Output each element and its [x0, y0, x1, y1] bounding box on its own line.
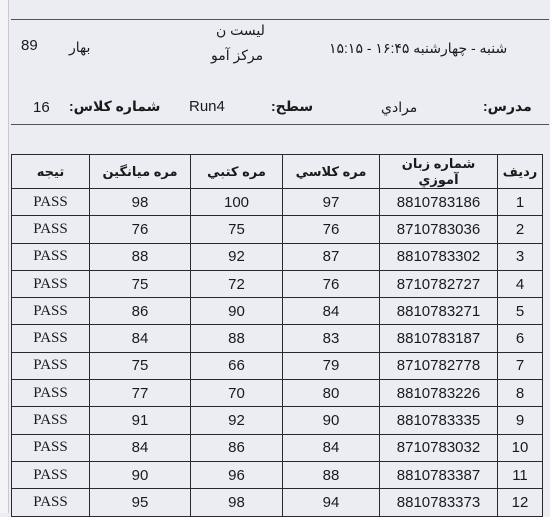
list-title: لیست ن — [216, 22, 265, 38]
table-row — [12, 461, 543, 488]
table-row — [12, 298, 543, 325]
center-name: مرکز آمو — [211, 47, 264, 63]
column-header-result: تیجه — [12, 155, 90, 189]
student-id-cell: 8810783186 — [380, 189, 498, 216]
average-score-cell: 84 — [90, 434, 191, 461]
average-score-cell: 75 — [90, 352, 191, 379]
column-header-average: مره میانگین — [90, 155, 191, 189]
class-score-cell: 80 — [283, 380, 380, 407]
average-score-cell: 95 — [90, 489, 191, 516]
average-score-cell: 77 — [90, 380, 191, 407]
written-score-cell: 98 — [191, 489, 283, 516]
result-cell: PASS — [12, 489, 90, 516]
class-score-cell: 87 — [283, 243, 380, 270]
student-id-cell: 8710782727 — [380, 270, 498, 297]
result-cell: PASS — [12, 298, 90, 325]
average-score-cell: 91 — [90, 407, 191, 434]
table-row — [12, 489, 543, 516]
grades-table — [11, 154, 543, 517]
class-score-cell: 76 — [283, 270, 380, 297]
class-score-cell: 94 — [283, 489, 380, 516]
average-score-cell: 84 — [90, 325, 191, 352]
level-label: سطح: — [271, 98, 314, 114]
result-cell: PASS — [12, 380, 90, 407]
table-row — [12, 243, 543, 270]
class-info-header — [11, 19, 549, 125]
written-score-cell: 90 — [191, 298, 283, 325]
table-row — [12, 434, 543, 461]
student-id-cell: 8810783335 — [380, 407, 498, 434]
student-id-cell: 8810783271 — [380, 298, 498, 325]
column-header-class-score: مره کلاسي — [283, 155, 380, 189]
result-cell: PASS — [12, 407, 90, 434]
row-number-cell: 10 — [498, 434, 543, 461]
page-edge — [0, 0, 9, 513]
table-body — [12, 189, 543, 517]
written-score-cell: 96 — [191, 461, 283, 488]
class-score-cell: 79 — [283, 352, 380, 379]
class-score-cell: 90 — [283, 407, 380, 434]
table-header-row — [12, 155, 543, 189]
row-number-cell: 2 — [498, 216, 543, 243]
average-score-cell: 76 — [90, 216, 191, 243]
average-score-cell: 75 — [90, 270, 191, 297]
grades-table-container — [11, 154, 542, 517]
row-number-cell: 1 — [498, 189, 543, 216]
result-cell: PASS — [12, 434, 90, 461]
written-score-cell: 66 — [191, 352, 283, 379]
written-score-cell: 88 — [191, 325, 283, 352]
class-score-cell: 83 — [283, 325, 380, 352]
written-score-cell: 92 — [191, 407, 283, 434]
term-name: بهار — [69, 39, 91, 55]
written-score-cell: 86 — [191, 434, 283, 461]
student-id-cell: 8810783187 — [380, 325, 498, 352]
row-number-cell: 11 — [498, 461, 543, 488]
level-value: Run4 — [189, 98, 225, 115]
column-header-written-score: مره کتبي — [191, 155, 283, 189]
result-cell: PASS — [12, 352, 90, 379]
table-row — [12, 325, 543, 352]
row-number-cell: 8 — [498, 380, 543, 407]
result-cell: PASS — [12, 189, 90, 216]
result-cell: PASS — [12, 461, 90, 488]
row-number-cell: 12 — [498, 489, 543, 516]
row-number-cell: 4 — [498, 270, 543, 297]
class-score-cell: 88 — [283, 461, 380, 488]
written-score-cell: 100 — [191, 189, 283, 216]
written-score-cell: 75 — [191, 216, 283, 243]
class-score-cell: 97 — [283, 189, 380, 216]
result-cell: PASS — [12, 216, 90, 243]
term-code: 89 — [21, 37, 38, 54]
student-id-cell: 8710782778 — [380, 352, 498, 379]
row-number-cell: 5 — [498, 298, 543, 325]
table-row — [12, 407, 543, 434]
student-id-cell: 8810783302 — [380, 243, 498, 270]
student-id-cell: 8710783036 — [380, 216, 498, 243]
table-row — [12, 352, 543, 379]
class-number-label: شماره کلاس: — [69, 98, 161, 114]
average-score-cell: 86 — [90, 298, 191, 325]
table-row — [12, 270, 543, 297]
class-score-cell: 84 — [283, 298, 380, 325]
written-score-cell: 70 — [191, 380, 283, 407]
table-row — [12, 216, 543, 243]
class-schedule: شنبه - چهارشنبه ۱۶:۴۵ - ۱۵:۱۵ — [329, 40, 508, 56]
row-number-cell: 3 — [498, 243, 543, 270]
teacher-name: مرادي — [381, 99, 418, 115]
average-score-cell: 90 — [90, 461, 191, 488]
written-score-cell: 92 — [191, 243, 283, 270]
result-cell: PASS — [12, 270, 90, 297]
written-score-cell: 72 — [191, 270, 283, 297]
row-number-cell: 9 — [498, 407, 543, 434]
row-number-cell: 7 — [498, 352, 543, 379]
average-score-cell: 88 — [90, 243, 191, 270]
column-header-row-number: ردیف — [498, 155, 543, 189]
class-score-cell: 76 — [283, 216, 380, 243]
student-id-cell: 8810783387 — [380, 461, 498, 488]
average-score-cell: 98 — [90, 189, 191, 216]
result-cell: PASS — [12, 325, 90, 352]
class-number-value: 16 — [33, 99, 50, 116]
student-id-cell: 8810783226 — [380, 380, 498, 407]
teacher-label: مدرس: — [483, 98, 532, 114]
column-header-student-id: شماره زبان آموزي — [380, 155, 498, 189]
class-score-cell: 84 — [283, 434, 380, 461]
student-id-cell: 8810783373 — [380, 489, 498, 516]
table-row — [12, 380, 543, 407]
table-row — [12, 189, 543, 216]
result-cell: PASS — [12, 243, 90, 270]
student-id-cell: 8710783032 — [380, 434, 498, 461]
row-number-cell: 6 — [498, 325, 543, 352]
